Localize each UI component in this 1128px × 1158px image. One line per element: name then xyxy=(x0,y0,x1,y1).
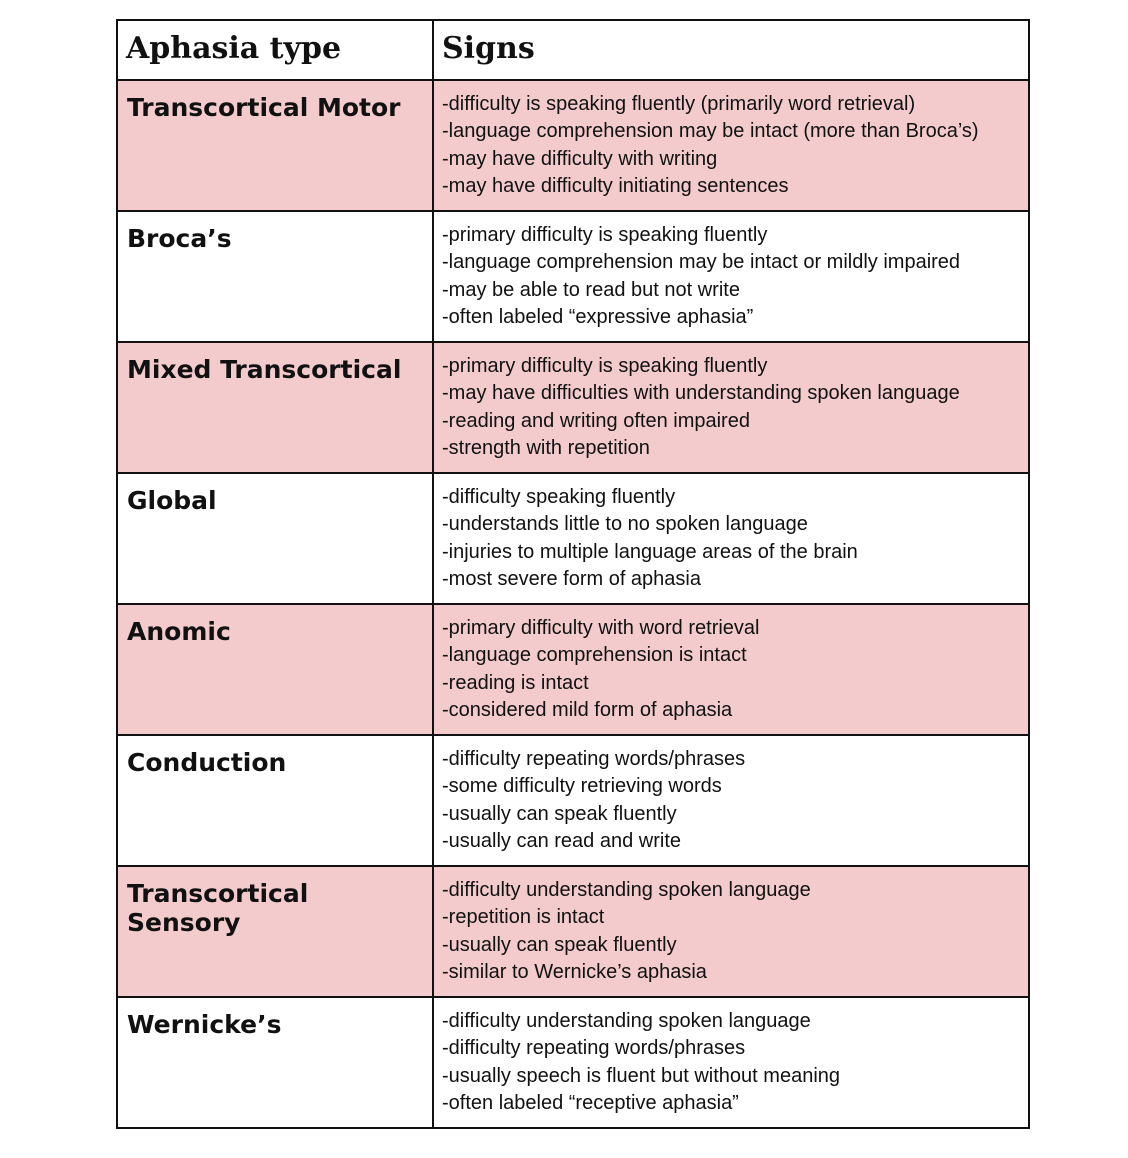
aphasia-type-cell: Global xyxy=(117,473,433,604)
sign-item: -language comprehension may be intact or mildly impaired xyxy=(442,251,961,274)
sign-item: -understands little to no spoken language xyxy=(442,513,808,536)
sign-item: -difficulty understanding spoken language xyxy=(442,1010,811,1032)
aphasia-table xyxy=(116,19,1030,1129)
table-row xyxy=(117,211,1029,342)
sign-item: -difficulty understanding spoken language xyxy=(442,879,811,901)
sign-item: -reading is intact xyxy=(442,671,589,694)
sign-item: -most severe form of aphasia xyxy=(442,567,701,590)
table-row xyxy=(117,997,1029,1128)
sign-item: -strength with repetition xyxy=(442,436,650,459)
sign-item: -primary difficulty is speaking fluently xyxy=(442,224,768,246)
sign-item: -may have difficulty with writing xyxy=(442,147,718,170)
sign-item: -usually can read and write xyxy=(442,829,682,852)
sign-item: -may have difficulties with understanding spoken language xyxy=(442,382,960,405)
table-row xyxy=(117,473,1029,604)
table-row xyxy=(117,80,1029,211)
aphasia-type-cell: Mixed Transcortical xyxy=(117,342,433,473)
aphasia-type-cell: Wernicke’s xyxy=(117,997,433,1128)
sign-item: -may have difficulty initiating sentences xyxy=(442,174,789,197)
signs-cell xyxy=(433,997,1029,1128)
signs-cell xyxy=(433,866,1029,997)
sign-item: -reading and writing often impaired xyxy=(442,409,750,432)
aphasia-type-cell: Transcortical Motor xyxy=(117,80,433,211)
table-row xyxy=(117,866,1029,997)
aphasia-type-cell: Broca’s xyxy=(117,211,433,342)
sign-item: -language comprehension is intact xyxy=(442,644,747,667)
sign-item: -often labeled “expressive aphasia” xyxy=(442,305,754,328)
sign-item: -difficulty speaking fluently xyxy=(442,486,676,508)
sign-item: -difficulty is speaking fluently (primarily word retrieval) xyxy=(442,93,916,115)
table-row xyxy=(117,342,1029,473)
sign-item: -repetition is intact xyxy=(442,906,605,929)
sign-item: -often labeled “receptive aphasia” xyxy=(442,1091,739,1114)
table-body xyxy=(117,80,1029,1128)
column-header-signs: Signs xyxy=(433,20,1029,80)
table-row xyxy=(117,604,1029,735)
table-row xyxy=(117,735,1029,866)
signs-cell xyxy=(433,211,1029,342)
sign-item: -usually can speak fluently xyxy=(442,802,677,825)
signs-cell xyxy=(433,80,1029,211)
sign-item: -difficulty repeating words/phrases xyxy=(442,1037,746,1060)
sign-item: -may be able to read but not write xyxy=(442,278,740,301)
sign-item: -difficulty repeating words/phrases xyxy=(442,748,746,770)
aphasia-type-cell: Transcortical Sensory xyxy=(117,866,433,997)
sign-item: -usually can speak fluently xyxy=(442,933,677,956)
sign-item: -primary difficulty with word retrieval xyxy=(442,617,760,639)
signs-cell xyxy=(433,604,1029,735)
table-header-row xyxy=(117,20,1029,80)
aphasia-type-cell: Conduction xyxy=(117,735,433,866)
sign-item: -considered mild form of aphasia xyxy=(442,698,733,721)
sign-item: -language comprehension may be intact (more than Broca’s) xyxy=(442,120,979,143)
sign-item: -some difficulty retrieving words xyxy=(442,775,722,798)
sign-item: -similar to Wernicke’s aphasia xyxy=(442,960,707,983)
signs-cell xyxy=(433,342,1029,473)
aphasia-table-container xyxy=(116,19,1028,1129)
sign-item: -usually speech is fluent but without meaning xyxy=(442,1064,841,1087)
sign-item: -injuries to multiple language areas of the brain xyxy=(442,540,858,563)
column-header-aphasia-type: Aphasia type xyxy=(117,20,433,80)
sign-item: -primary difficulty is speaking fluently xyxy=(442,355,768,377)
signs-cell xyxy=(433,473,1029,604)
signs-cell xyxy=(433,735,1029,866)
aphasia-type-cell: Anomic xyxy=(117,604,433,735)
